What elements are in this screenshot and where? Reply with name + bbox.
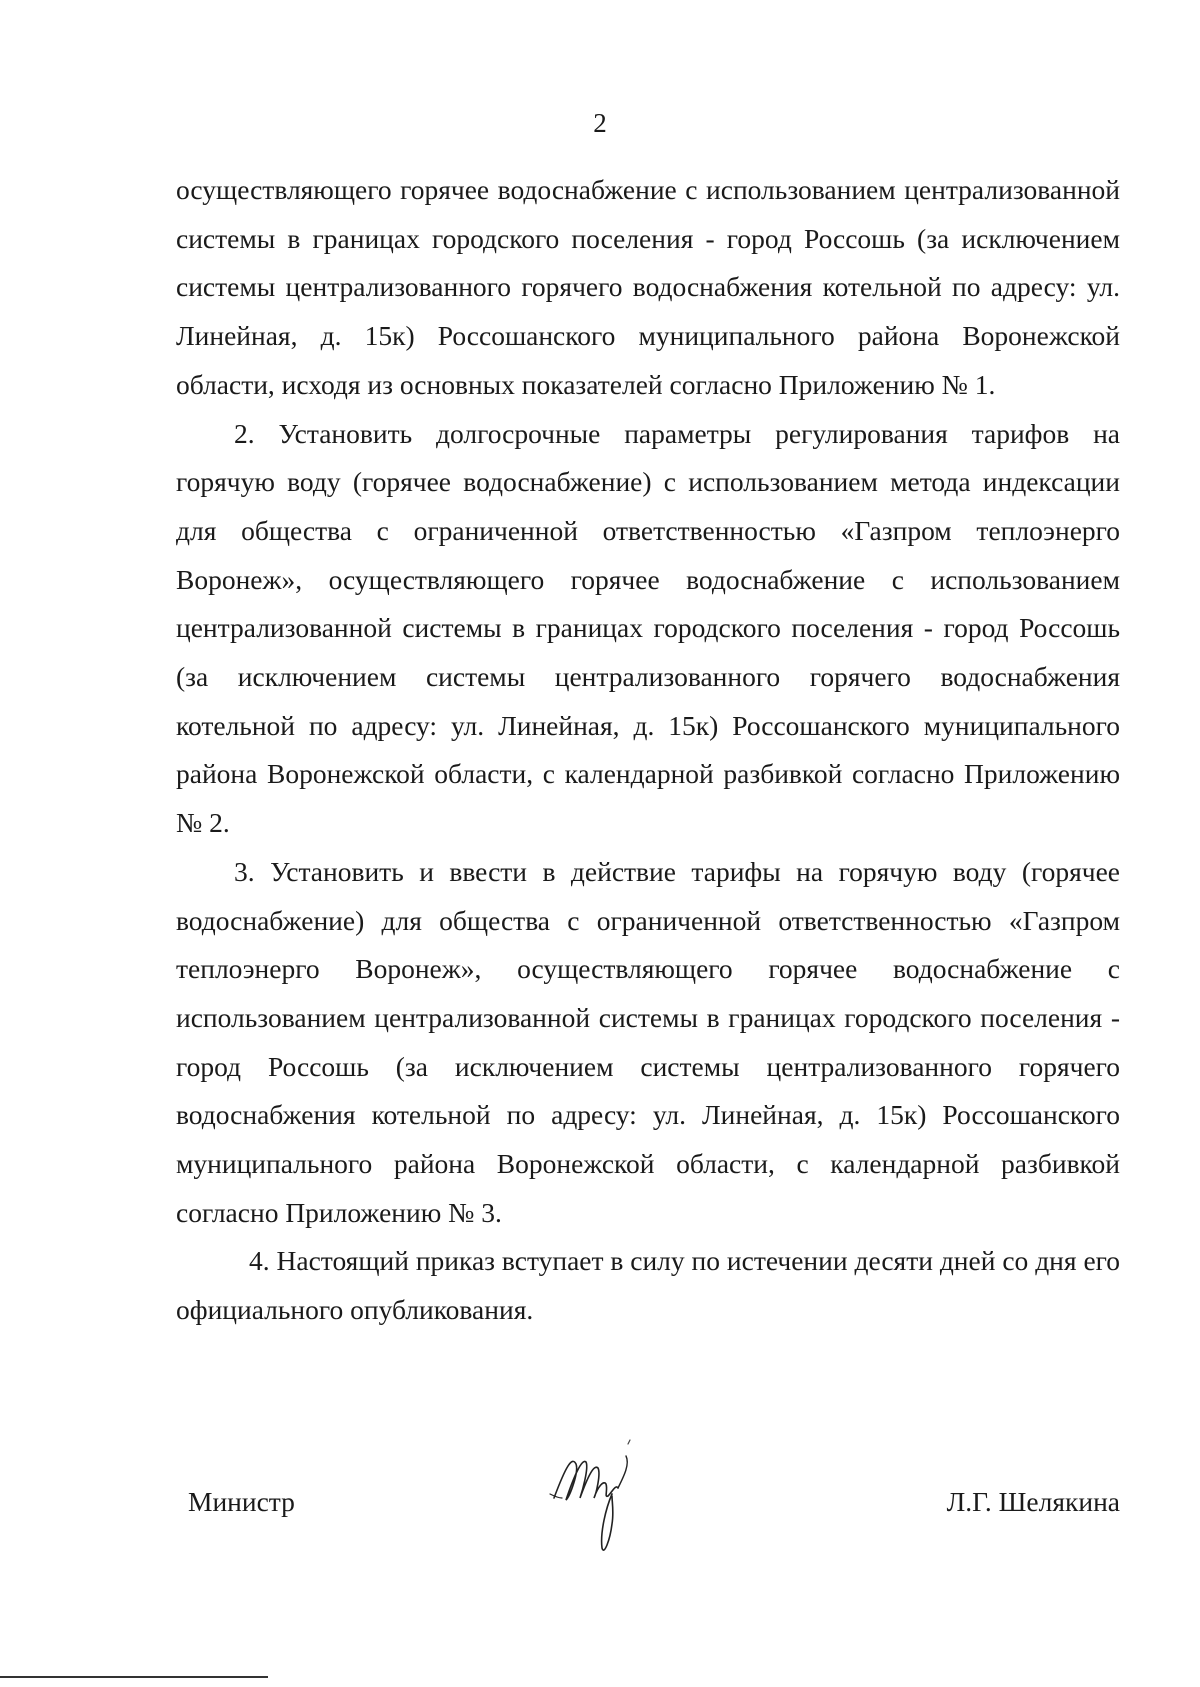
page-number: 2 xyxy=(593,108,607,138)
handwritten-signature xyxy=(546,1436,676,1566)
paragraph-item-4: 4. Настоящий приказ вступает в силу по истечении десяти дней со дня его официального опубликования. xyxy=(176,1245,1120,1326)
document-body xyxy=(176,166,1120,1335)
signatory-title: Министр xyxy=(188,1486,295,1517)
paragraph-item-2: 2. Установить долгосрочные параметры регулирования тарифов на горячую воду (горячее водоснабжение) с использованием метода индексации для общества с ограниченной ответственностью «Газпром теплоэнерго Воронеж», осуществляющего горячее водоснабжение с использованием централизованной системы в границах городского поселения - город Россошь (за исключением системы централизованного горячего водоснабжения котельной по адресу: ул. Линейная, д. 15к) Россошанского муниципального района Воронежской области, с календарной разбивкой согласно Приложению № 2. xyxy=(176,417,1120,839)
paragraph-continuation: осуществляющего горячее водоснабжение с использованием централизованной системы в границах городского поселения - город Россошь (за исключением системы централизованного горячего водоснабжения котельной по адресу: ул. Линейная, д. 15к) Россошанского муниципального района Воронежской области, исходя из основных показателей согласно Приложению № 1. xyxy=(176,174,1120,400)
footer-rule xyxy=(0,1676,268,1678)
paragraph-item-3: 3. Установить и ввести в действие тарифы на горячую воду (горячее водоснабжение) для общества с ограниченной ответственностью «Газпром теплоэнерго Воронеж», осуществляющего горячее водоснабжение с использованием централизованной системы в границах городского поселения - город Россошь (за исключением системы централизованного горячего водоснабжения котельной по адресу: ул. Линейная, д. 15к) Россошанского муниципального района Воронежской области, с календарной разбивкой согласно Приложению № 3. xyxy=(176,855,1120,1228)
signatory-name: Л.Г. Шелякина xyxy=(946,1486,1120,1517)
